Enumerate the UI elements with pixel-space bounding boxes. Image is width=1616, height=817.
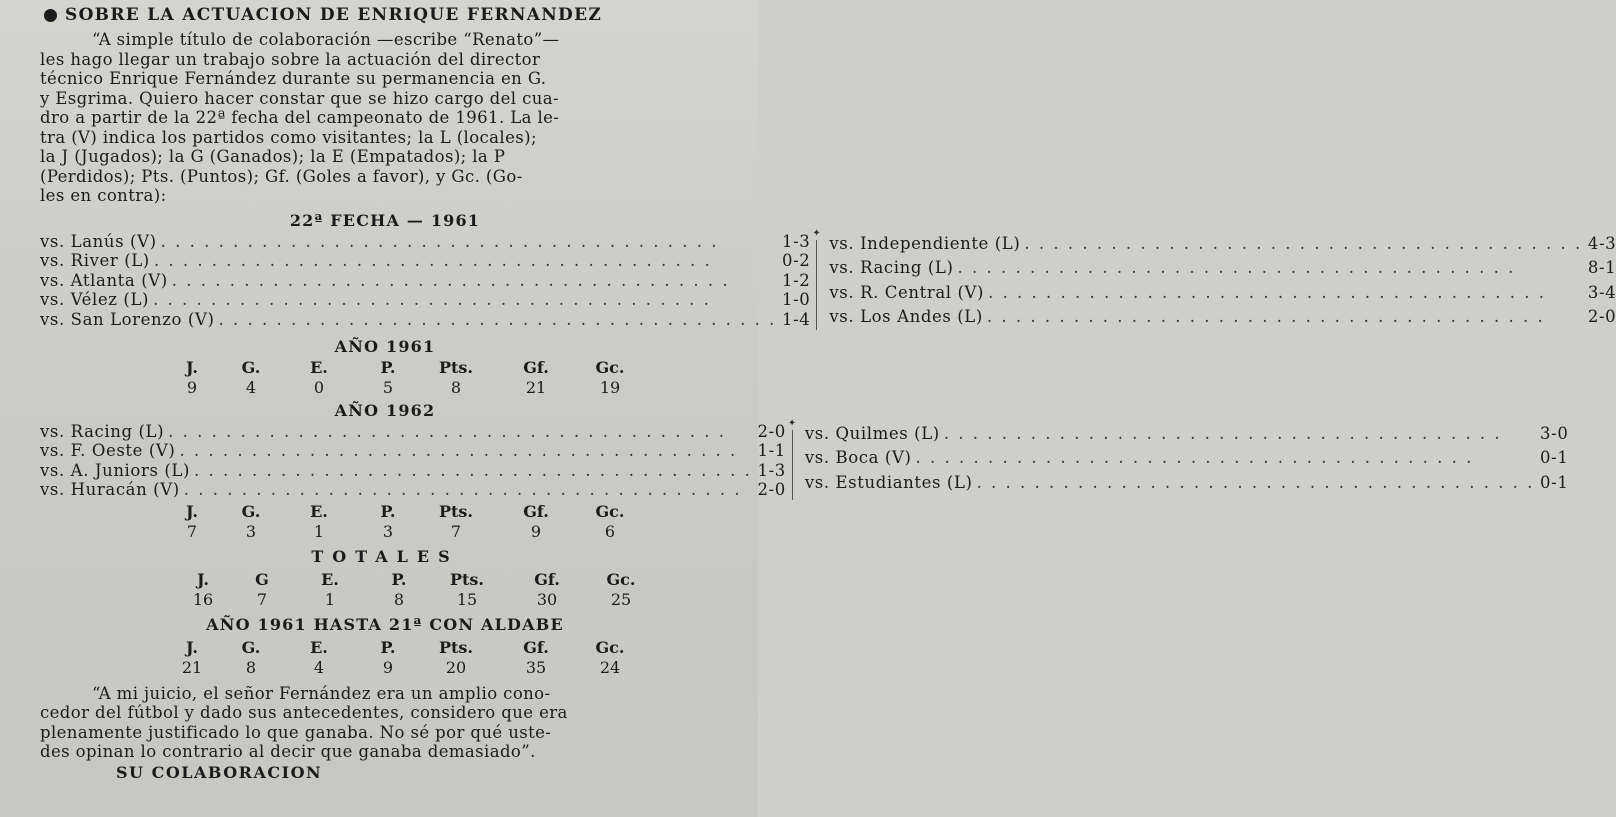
match-team: vs. Lanús (V): [40, 231, 157, 251]
stat-header: Pts.: [439, 357, 473, 377]
stat-value: 8: [393, 589, 405, 609]
stat-value: 7: [256, 589, 268, 609]
quote-line: cedor del fútbol y dado sus antecedentes, considero que era: [40, 703, 568, 722]
match-score: 1-0: [782, 290, 811, 309]
stat-header: G.: [241, 357, 261, 377]
stat-header: E.: [310, 637, 328, 657]
match-row: [805, 422, 1569, 447]
results-1962-left: [40, 422, 792, 500]
stat-header: Gf.: [534, 569, 560, 589]
match-row: [40, 271, 810, 291]
section-title-ano-1962: AÑO 1962: [334, 400, 436, 420]
intro-line: “A simple título de colaboración —escribe “Renato”—: [92, 30, 560, 49]
stat-value: 15: [456, 589, 478, 609]
section-title-fecha-1961: 22ª FECHA — 1961: [289, 210, 481, 230]
quote-line: plenamente justificado lo que ganaba. No sé por qué uste-: [40, 722, 552, 742]
match-team: vs. Huracán (V): [40, 480, 180, 499]
match-row: [40, 290, 810, 310]
stat-header: E.: [310, 501, 328, 521]
match-team: vs. Estudiantes (L): [804, 472, 973, 492]
match-team: vs. Independiente (L): [829, 233, 1021, 253]
stat-value: 21: [525, 377, 547, 397]
match-row: [40, 251, 810, 271]
match-team: vs. Vélez (L): [40, 290, 150, 309]
match-row: [40, 441, 786, 461]
match-row: [40, 422, 786, 442]
match-team: vs. River (L): [40, 251, 150, 270]
stat-header: Gf.: [523, 501, 549, 521]
intro-line: y Esgrima. Quiero hacer constar que se hizo cargo del cua-: [40, 88, 559, 108]
stat-header: Gf.: [523, 357, 549, 377]
stat-header: G.: [241, 637, 261, 657]
match-score: 0-1: [1540, 472, 1569, 492]
quote-line: “A mi juicio, el señor Fernández era un amplio cono-: [92, 683, 551, 703]
match-score: 2-0: [757, 480, 786, 499]
match-team: vs. R. Central (V): [829, 282, 985, 302]
closing-quote: [40, 684, 730, 762]
stat-value: 7: [186, 521, 198, 541]
stats-totales: [96, 570, 730, 610]
match-score: 0-2: [782, 251, 811, 270]
match-row: [805, 471, 1569, 496]
stat-header: Pts.: [450, 569, 484, 589]
intro-line: tra (V) indica los partidos como visitantes; la L (locales);: [40, 127, 537, 147]
stat-value: 9: [530, 521, 542, 541]
stat-value: 8: [245, 657, 257, 677]
stats-1962: [74, 502, 730, 542]
bullet-icon: [44, 9, 57, 22]
stat-header: J.: [186, 637, 198, 657]
match-row: [829, 305, 1616, 330]
stat-header: E.: [321, 569, 339, 589]
section-title-totales: TOTALES: [311, 546, 459, 566]
stat-value: 7: [450, 521, 462, 541]
stat-header: Gc.: [595, 501, 625, 521]
star-ornament-icon: ✦: [787, 417, 797, 429]
stat-value: 6: [604, 521, 616, 541]
intro-line: les en contra):: [40, 186, 167, 205]
stat-header: Pts.: [439, 637, 473, 657]
stat-value: 19: [599, 377, 621, 397]
match-score: 1-4: [782, 309, 811, 329]
match-score: 8-1: [1587, 258, 1616, 277]
column-divider: [787, 417, 797, 500]
intro-line: les hago llegar un trabajo sobre la actuación del director: [40, 49, 541, 69]
article-headline: [44, 4, 730, 26]
stat-header: J.: [186, 501, 198, 521]
match-row: [40, 480, 786, 500]
match-score: 1-3: [782, 231, 811, 251]
match-team: vs. Quilmes (L): [804, 423, 940, 443]
intro-line: (Perdidos); Pts. (Puntos); Gf. (Goles a favor), y Gc. (Go-: [40, 166, 523, 186]
stat-value: 24: [599, 657, 621, 677]
match-team: vs. Los Andes (L): [829, 307, 983, 326]
stat-value: 3: [382, 521, 394, 541]
match-score: 0-1: [1540, 448, 1569, 467]
stat-value: 4: [245, 377, 257, 397]
match-score: 2-0: [1587, 307, 1616, 326]
match-score: 2-0: [757, 421, 786, 441]
stat-value: 9: [382, 657, 394, 677]
next-article-headline: SU COLABORACION: [116, 762, 323, 782]
stat-value: 25: [610, 589, 632, 609]
results-1962: [40, 417, 1569, 500]
results-1962-right: [793, 422, 1569, 496]
stat-header: G: [255, 569, 269, 589]
match-row: [40, 461, 786, 481]
column-divider: [812, 227, 822, 330]
match-score: 3-0: [1540, 423, 1569, 443]
stat-value: 5: [382, 377, 394, 397]
stat-value: 16: [192, 589, 214, 609]
stat-header: P.: [380, 357, 396, 377]
stat-header: P.: [380, 501, 396, 521]
results-1961: [40, 227, 1616, 330]
match-team: vs. A. Juniors (L): [40, 460, 190, 480]
match-row: [829, 281, 1616, 306]
match-team: vs. San Lorenzo (V): [40, 309, 215, 329]
stat-value: 20: [445, 657, 467, 677]
intro-line: técnico Enrique Fernández durante su permanencia en G.: [40, 69, 547, 88]
section-title-ano-1961: AÑO 1961: [334, 336, 436, 356]
match-score: 3-4: [1587, 282, 1616, 302]
stat-header: Gc.: [595, 357, 625, 377]
stat-value: 4: [313, 657, 325, 677]
match-row: [805, 446, 1569, 471]
headline-text: SOBRE LA ACTUACION DE ENRIQUE FERNANDEZ: [65, 5, 603, 25]
stat-value: 3: [245, 521, 257, 541]
stat-value: 1: [324, 589, 336, 609]
stat-value: 21: [181, 657, 203, 677]
match-score: 1-3: [757, 460, 786, 480]
section-title-aldabe: AÑO 1961 HASTA 21ª CON ALDABE: [206, 614, 564, 634]
stat-header: J.: [186, 357, 198, 377]
stat-header: E.: [310, 357, 328, 377]
stat-value: 1: [313, 521, 325, 541]
intro-line: dro a partir de la 22ª fecha del campeonato de 1961. La le-: [40, 108, 560, 127]
stat-header: P.: [380, 637, 396, 657]
results-1961-left: [40, 232, 816, 330]
stat-value: 0: [313, 377, 325, 397]
match-score: 1-1: [757, 441, 786, 460]
match-row: [829, 232, 1616, 257]
match-team: vs. Atlanta (V): [40, 270, 168, 290]
match-score: 1-2: [782, 270, 811, 290]
stat-header: Pts.: [439, 501, 473, 521]
match-row: [40, 232, 810, 252]
match-team: vs. Racing (L): [40, 421, 165, 441]
stat-header: Gc.: [595, 637, 625, 657]
stat-value: 9: [186, 377, 198, 397]
stat-value: 30: [536, 589, 558, 609]
stat-header: J.: [197, 569, 209, 589]
match-team: vs. F. Oeste (V): [40, 441, 176, 460]
stat-value: 8: [450, 377, 462, 397]
star-ornament-icon: ✦: [812, 227, 822, 239]
quote-line: des opinan lo contrario al decir que ganaba demasiado”.: [40, 742, 536, 761]
stat-header: G.: [241, 501, 261, 521]
match-score: 4-3: [1587, 233, 1616, 253]
match-team: vs. Racing (L): [829, 258, 954, 277]
stat-header: Gf.: [523, 637, 549, 657]
stat-header: Gc.: [606, 569, 636, 589]
stat-value: 35: [525, 657, 547, 677]
match-row: [40, 310, 810, 330]
stats-1961: [74, 358, 730, 398]
results-1961-right: [817, 232, 1616, 330]
match-row: [829, 256, 1616, 281]
stat-header: P.: [391, 569, 407, 589]
stats-aldabe: [74, 638, 730, 678]
intro-line: la J (Jugados); la G (Ganados); la E (Empatados); la P: [40, 147, 506, 166]
match-team: vs. Boca (V): [804, 448, 912, 467]
intro-paragraph: [40, 30, 730, 206]
